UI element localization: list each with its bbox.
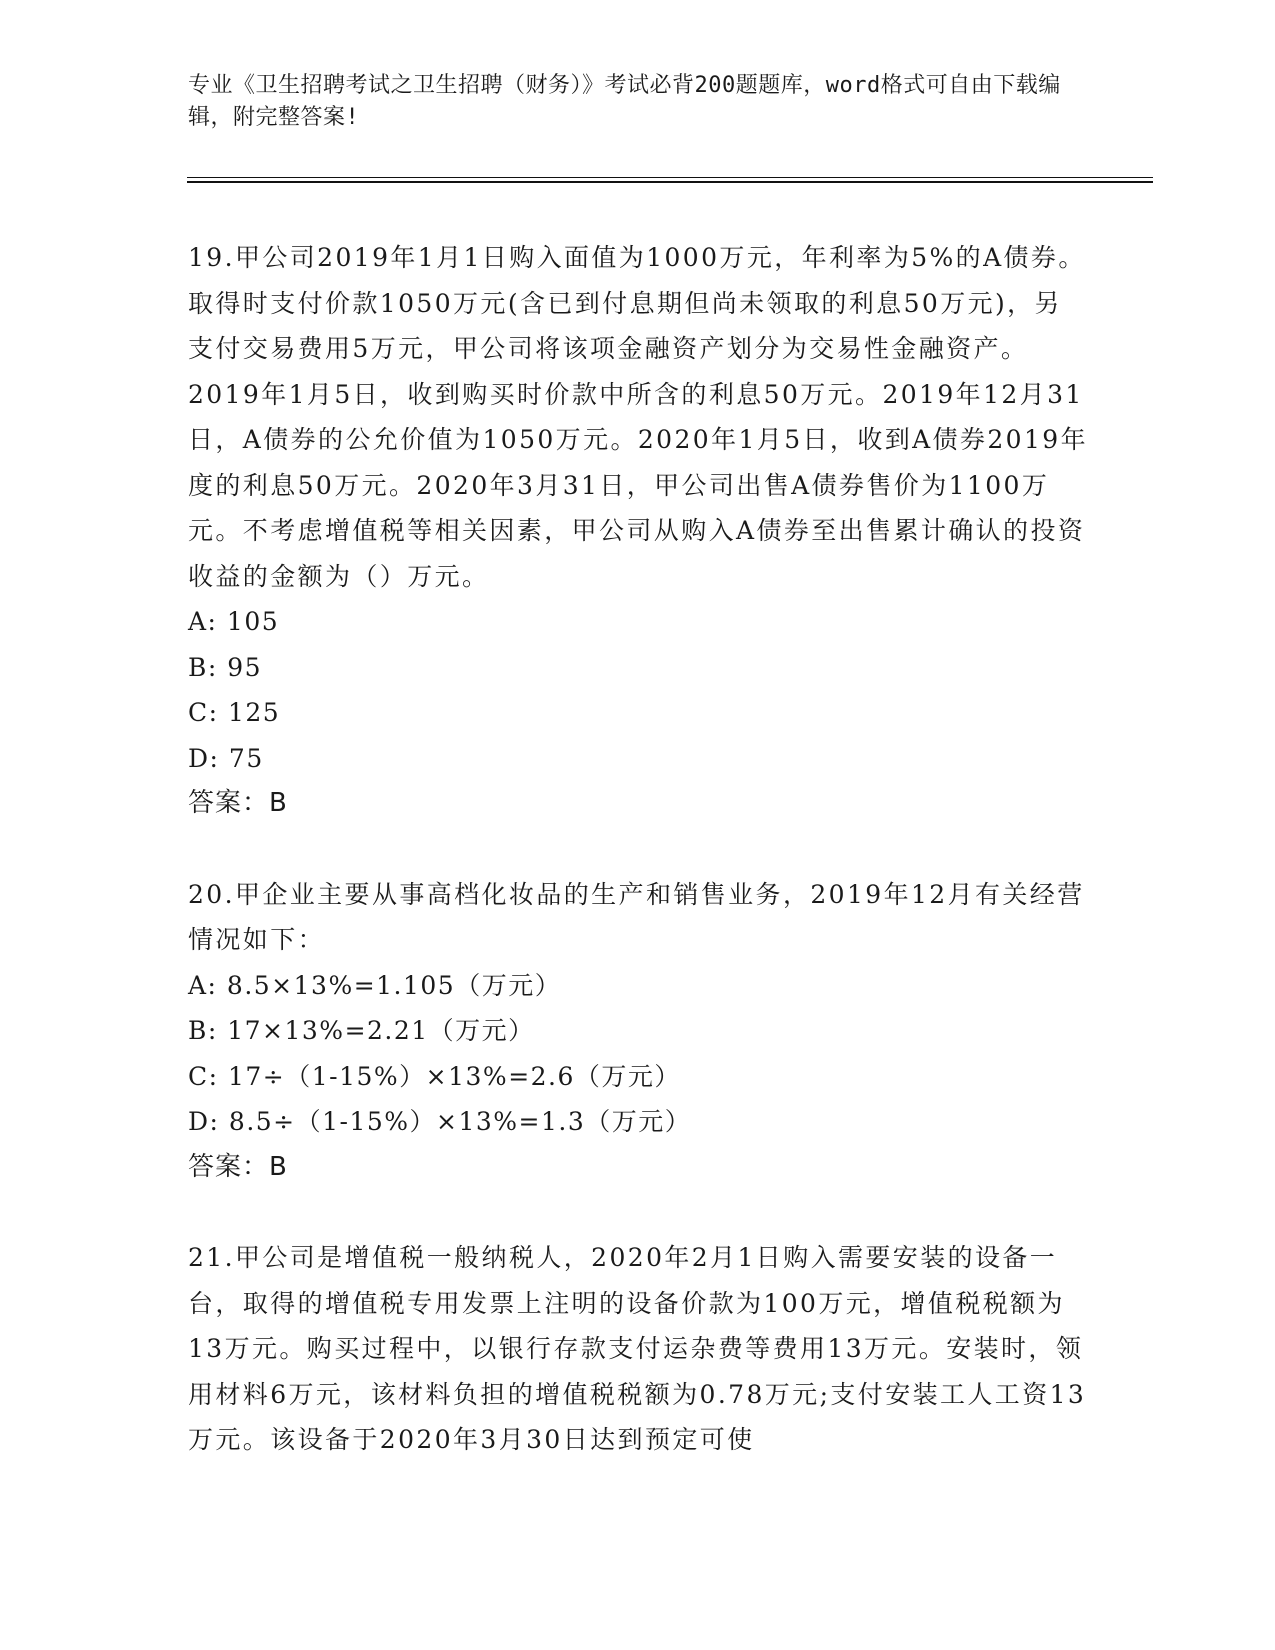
question-list	[188, 235, 1088, 1508]
question-19	[188, 235, 1088, 827]
question-text: 20.甲企业主要从事高档化妆品的生产和销售业务，2019年12月有关经营情况如下：	[188, 879, 1085, 954]
answer: 答案：B	[188, 1151, 288, 1182]
question-21	[188, 1235, 1088, 1463]
option-b: B: 17×13%=2.21（万元）	[188, 1016, 535, 1045]
header-divider-thin	[187, 177, 1153, 178]
document-header: 专业《卫生招聘考试之卫生招聘（财务）》考试必背200题题库，word格式可自由下载编辑，附完整答案!	[188, 73, 1061, 130]
question-text: 19.甲公司2019年1月1日购入面值为1000万元，年利率为5%的A债券。取得时支付价款1050万元(含已到付息期但尚未领取的利息50万元)，另支付交易费用5万元，甲公司将该项金融资产划分为交易性金融资产。2019年1月5日，收到购买时价款中所含的利息50万元。2019年12月31日，A债券的公允价值为1050万元。2020年1月5日，收到A债券2019年度的利息50万元。2020年3月31日，甲公司出售A债券售价为1100万元。不考虑增值税等相关因素，甲公司从购入A债券至出售累计确认的投资收益的金额为（）万元。	[188, 243, 1088, 591]
header-divider-thick	[187, 181, 1153, 183]
question-20	[188, 872, 1088, 1191]
option-c: C: 125	[188, 698, 281, 727]
option-d: D: 75	[188, 743, 264, 773]
option-d: D: 8.5÷（1-15%）×13%=1.3（万元）	[188, 1107, 692, 1136]
option-b: B: 95	[188, 652, 263, 682]
answer: 答案：B	[188, 788, 288, 818]
question-text: 21.甲公司是增值税一般纳税人，2020年2月1日购入需要安装的设备一台，取得的增值税专用发票上注明的设备价款为100万元，增值税税额为13万元。购买过程中，以银行存款支付运杂费等费用13万元。安装时，领用材料6万元，该材料负担的增值税税额为0.78万元;支付安装工人工资13万元。该设备于2020年3月30日达到预定可使	[188, 1243, 1087, 1454]
option-a: A: 105	[188, 607, 280, 636]
option-a: A: 8.5×13%=1.105（万元）	[188, 970, 562, 1000]
option-c: C: 17÷（1-15%）×13%=2.6（万元）	[188, 1061, 681, 1091]
